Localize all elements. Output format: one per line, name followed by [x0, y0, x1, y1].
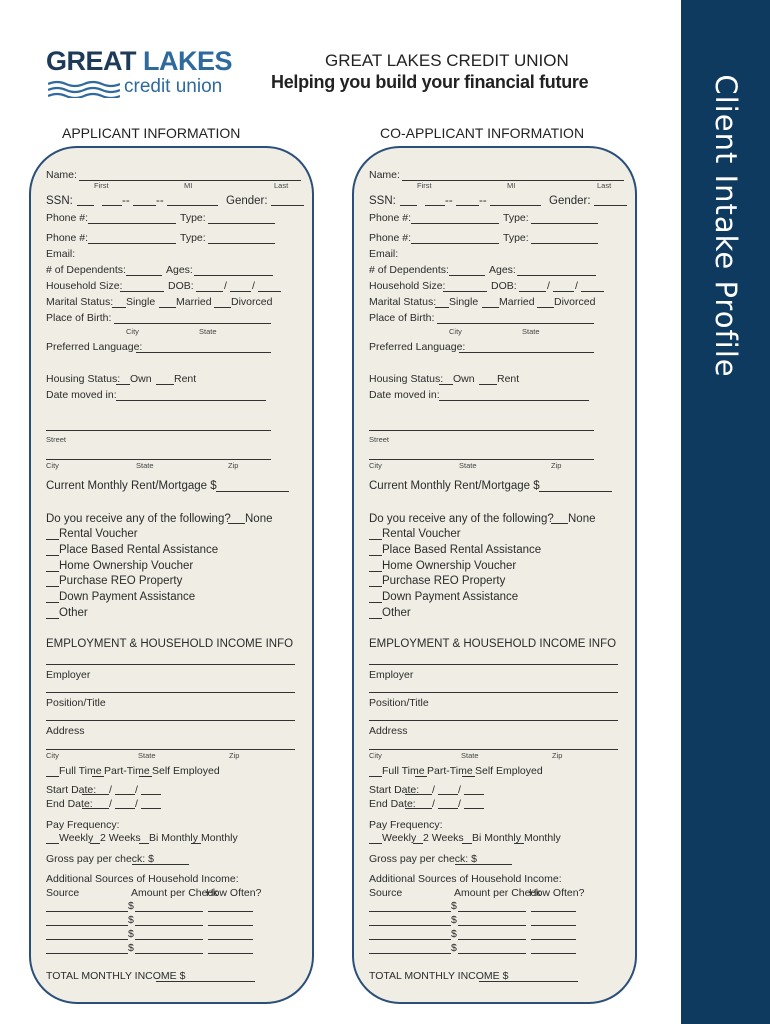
- amount-header: Amount per Check: [454, 887, 541, 899]
- housing-status-label: Housing Status:: [369, 373, 444, 385]
- end-year[interactable]: [141, 808, 161, 809]
- assistance-check[interactable]: [46, 539, 59, 540]
- start-month[interactable]: [405, 794, 432, 795]
- assistance-check[interactable]: [46, 602, 59, 603]
- how-often-input[interactable]: [208, 911, 253, 912]
- two-weeks-option: 2 Weeks: [423, 832, 464, 844]
- field-label: --: [445, 195, 453, 207]
- gender-label: Gender:: [226, 195, 268, 207]
- dollar-sign: $: [451, 914, 457, 926]
- phone-label: Phone #:: [369, 212, 412, 224]
- phone-input[interactable]: [411, 243, 499, 244]
- source-input[interactable]: [46, 911, 128, 912]
- dollar-sign: $: [451, 900, 457, 912]
- date-moved-input[interactable]: [439, 400, 589, 401]
- gender-input[interactable]: [271, 205, 304, 206]
- amount-input[interactable]: [458, 925, 526, 926]
- assistance-question: Do you receive any of the following?: [46, 513, 231, 525]
- bi-monthly-option: Bi Monthly: [472, 832, 522, 844]
- ages-label: Ages:: [489, 264, 516, 276]
- start-year[interactable]: [141, 794, 161, 795]
- mi-sublabel: MI: [184, 181, 193, 190]
- household-size-label: Household Size:: [46, 280, 123, 292]
- source-input[interactable]: [369, 925, 451, 926]
- field-label: --: [479, 195, 487, 207]
- city-sublabel: City: [126, 327, 139, 336]
- amount-input[interactable]: [135, 939, 203, 940]
- address-input[interactable]: [46, 720, 295, 721]
- assistance-option: Rental Voucher: [59, 528, 138, 540]
- dob-month[interactable]: [519, 291, 546, 292]
- total-income-input[interactable]: [156, 981, 255, 982]
- position-label: Position/Title: [369, 697, 429, 709]
- amount-input[interactable]: [135, 953, 203, 954]
- none-option: None: [245, 513, 273, 525]
- ages-label: Ages:: [166, 264, 193, 276]
- field-label: /: [458, 784, 461, 796]
- last-sublabel: Last: [597, 181, 612, 190]
- street-input[interactable]: [369, 430, 594, 431]
- amount-input[interactable]: [458, 939, 526, 940]
- ssn-part-3[interactable]: [133, 205, 156, 206]
- additional-income-label: Additional Sources of Household Income:: [369, 873, 562, 885]
- none-option: None: [568, 513, 596, 525]
- field-label: /: [135, 798, 138, 810]
- ages-input[interactable]: [194, 275, 273, 276]
- ssn-label: SSN:: [46, 195, 73, 207]
- divorced-option: Divorced: [231, 296, 273, 308]
- monthly-option: Monthly: [201, 832, 238, 844]
- assistance-option: Down Payment Assistance: [59, 591, 196, 604]
- source-input[interactable]: [369, 911, 451, 912]
- gender-label: Gender:: [549, 195, 591, 207]
- assistance-option: Place Based Rental Assistance: [382, 543, 542, 556]
- how-often-input[interactable]: [531, 925, 576, 926]
- position-input[interactable]: [369, 692, 618, 693]
- household-size-input[interactable]: [443, 291, 487, 292]
- end-month[interactable]: [82, 808, 109, 809]
- source-header: Source: [369, 887, 403, 899]
- logo-wordmark: [46, 46, 232, 77]
- dollar-sign: $: [128, 914, 134, 926]
- phone-input[interactable]: [88, 243, 176, 244]
- ssn-part-1[interactable]: [77, 205, 94, 206]
- end-date-label: End Date:: [369, 798, 416, 810]
- first-sublabel: First: [94, 181, 109, 190]
- logo-great: GREAT: [46, 46, 136, 76]
- source-input[interactable]: [46, 925, 128, 926]
- single-check[interactable]: [435, 307, 449, 308]
- gross-pay-label: Gross pay per check: $: [46, 853, 154, 865]
- amount-input[interactable]: [135, 911, 203, 912]
- self-employed-check[interactable]: [139, 776, 152, 777]
- assistance-check[interactable]: [46, 618, 59, 619]
- weekly-check[interactable]: [369, 843, 382, 844]
- sidebar-title: Client Intake Profile: [709, 74, 743, 378]
- logo-lakes: LAKES: [143, 46, 233, 76]
- logo-credit-union: credit union: [124, 76, 223, 97]
- how-often-input[interactable]: [531, 911, 576, 912]
- source-header: Source: [46, 887, 80, 899]
- single-option: Single: [126, 296, 156, 308]
- ssn-part-2[interactable]: [102, 205, 122, 206]
- field-label: /: [432, 784, 435, 796]
- zip-sublabel: Zip: [552, 751, 563, 760]
- dependents-input[interactable]: [449, 275, 485, 276]
- name-label: Name:: [369, 169, 400, 181]
- married-check[interactable]: [159, 307, 176, 308]
- dob-label: DOB:: [168, 280, 194, 292]
- street-sublabel: Street: [46, 435, 67, 444]
- employment-section-title: EMPLOYMENT & HOUSEHOLD INCOME INFO: [46, 638, 294, 650]
- full-time-option: Full Time: [59, 765, 102, 777]
- coapplicant-card: [352, 146, 637, 1004]
- gross-pay-input[interactable]: [455, 864, 512, 865]
- dob-year[interactable]: [581, 291, 604, 292]
- dollar-sign: $: [128, 900, 134, 912]
- marital-label: Marital Status:: [369, 296, 437, 308]
- dependents-label: # of Dependents:: [46, 264, 126, 276]
- end-day[interactable]: [115, 808, 135, 809]
- field-label: --: [122, 195, 130, 207]
- waves-icon: [48, 80, 120, 98]
- rent-option: Rent: [174, 373, 197, 385]
- own-option: Own: [130, 373, 152, 385]
- dollar-sign: $: [128, 942, 134, 954]
- ssn-part-4[interactable]: [490, 205, 541, 206]
- weekly-option: Weekly: [382, 832, 417, 844]
- dependents-label: # of Dependents:: [369, 264, 449, 276]
- bi-monthly-check[interactable]: [139, 843, 149, 844]
- rent-option: Rent: [497, 373, 520, 385]
- city-state-zip-input[interactable]: [46, 459, 271, 460]
- divorced-option: Divorced: [554, 296, 596, 308]
- two-weeks-check[interactable]: [413, 843, 423, 844]
- married-option: Married: [176, 296, 212, 308]
- place-of-birth-label: Place of Birth:: [46, 312, 112, 324]
- rent-mortgage-label: Current Monthly Rent/Mortgage $: [369, 480, 540, 492]
- assistance-option: Purchase REO Property: [382, 575, 506, 588]
- assistance-check[interactable]: [369, 586, 382, 587]
- field-label: --: [156, 195, 164, 207]
- field-label: /: [547, 280, 550, 292]
- place-of-birth-label: Place of Birth:: [369, 312, 435, 324]
- email-label: Email:: [369, 248, 399, 260]
- single-option: Single: [449, 296, 479, 308]
- part-time-check[interactable]: [92, 776, 104, 777]
- employer-input[interactable]: [46, 664, 295, 665]
- assistance-check[interactable]: [46, 571, 59, 572]
- housing-status-label: Housing Status:: [46, 373, 121, 385]
- additional-income-label: Additional Sources of Household Income:: [46, 873, 239, 885]
- ssn-part-4[interactable]: [167, 205, 218, 206]
- state-sublabel: State: [136, 461, 154, 470]
- street-sublabel: Street: [369, 435, 390, 444]
- last-sublabel: Last: [274, 181, 289, 190]
- part-time-option: Part-Time: [104, 765, 150, 777]
- assistance-option: Place Based Rental Assistance: [59, 543, 219, 556]
- city-sublabel: City: [449, 327, 462, 336]
- weekly-option: Weekly: [59, 832, 94, 844]
- place-of-birth-input[interactable]: [114, 323, 271, 324]
- weekly-check[interactable]: [46, 843, 59, 844]
- assistance-check[interactable]: [46, 555, 59, 556]
- type-label: Type:: [180, 212, 206, 224]
- monthly-option: Monthly: [524, 832, 561, 844]
- dollar-sign: $: [451, 942, 457, 954]
- gross-pay-label: Gross pay per check: $: [369, 853, 477, 865]
- phone-input[interactable]: [411, 223, 499, 224]
- how-often-input[interactable]: [531, 953, 576, 954]
- phone-label: Phone #:: [369, 232, 412, 244]
- dollar-sign: $: [451, 928, 457, 940]
- name-label: Name:: [46, 169, 77, 181]
- marital-label: Marital Status:: [46, 296, 114, 308]
- household-size-input[interactable]: [120, 291, 164, 292]
- start-date-label: Start Date:: [46, 784, 97, 796]
- type-input[interactable]: [208, 243, 275, 244]
- preferred-language-input[interactable]: [459, 352, 594, 353]
- end-month[interactable]: [405, 808, 432, 809]
- how-often-input[interactable]: [208, 953, 253, 954]
- own-check[interactable]: [439, 384, 453, 385]
- start-day[interactable]: [438, 794, 458, 795]
- pay-frequency-label: Pay Frequency:: [46, 819, 120, 831]
- city-state-zip-input[interactable]: [369, 749, 618, 750]
- self-employed-option: Self Employed: [475, 765, 543, 777]
- amount-input[interactable]: [135, 925, 203, 926]
- type-input[interactable]: [208, 223, 275, 224]
- amount-header: Amount per Check: [131, 887, 218, 899]
- type-input[interactable]: [531, 243, 598, 244]
- assistance-option: Rental Voucher: [382, 528, 461, 540]
- preferred-language-input[interactable]: [136, 352, 271, 353]
- divorced-check[interactable]: [537, 307, 554, 308]
- assistance-check[interactable]: [369, 555, 382, 556]
- dob-day[interactable]: [230, 291, 251, 292]
- first-sublabel: First: [417, 181, 432, 190]
- how-often-input[interactable]: [208, 925, 253, 926]
- bi-monthly-check[interactable]: [462, 843, 472, 844]
- applicant-card: [29, 146, 314, 1004]
- type-label: Type:: [503, 212, 529, 224]
- dollar-sign: $: [128, 928, 134, 940]
- married-check[interactable]: [482, 307, 499, 308]
- total-income-input[interactable]: [479, 981, 578, 982]
- zip-sublabel: Zip: [228, 461, 239, 470]
- type-label: Type:: [503, 232, 529, 244]
- applicant-section-title: APPLICANT INFORMATION: [62, 125, 241, 141]
- state-sublabel: State: [199, 327, 217, 336]
- rent-check[interactable]: [479, 384, 497, 385]
- amount-input[interactable]: [458, 911, 526, 912]
- single-check[interactable]: [112, 307, 126, 308]
- ssn-label: SSN:: [369, 195, 396, 207]
- part-time-check[interactable]: [415, 776, 427, 777]
- mi-sublabel: MI: [507, 181, 516, 190]
- self-employed-check[interactable]: [462, 776, 475, 777]
- state-sublabel: State: [138, 751, 156, 760]
- divorced-check[interactable]: [214, 307, 231, 308]
- two-weeks-option: 2 Weeks: [100, 832, 141, 844]
- state-sublabel: State: [522, 327, 540, 336]
- phone-label: Phone #:: [46, 232, 89, 244]
- dob-day[interactable]: [553, 291, 574, 292]
- preferred-language-label: Preferred Language:: [369, 341, 466, 353]
- assistance-question: Do you receive any of the following?: [369, 513, 554, 525]
- street-input[interactable]: [46, 430, 271, 431]
- part-time-option: Part-Time: [427, 765, 473, 777]
- married-option: Married: [499, 296, 535, 308]
- gender-input[interactable]: [594, 205, 627, 206]
- type-input[interactable]: [531, 223, 598, 224]
- date-moved-input[interactable]: [116, 400, 266, 401]
- how-often-header: How Often?: [206, 887, 262, 899]
- address-input[interactable]: [369, 720, 618, 721]
- city-sublabel: City: [369, 751, 382, 760]
- page-subtitle: Helping you build your financial future: [271, 72, 589, 92]
- assistance-check[interactable]: [369, 539, 382, 540]
- field-label: /: [575, 280, 578, 292]
- city-sublabel: City: [369, 461, 382, 470]
- rent-mortgage-input[interactable]: [539, 491, 612, 492]
- employer-input[interactable]: [369, 664, 618, 665]
- source-input[interactable]: [369, 953, 451, 954]
- field-label: /: [135, 784, 138, 796]
- address-label: Address: [369, 725, 408, 737]
- assistance-option: Other: [59, 607, 88, 619]
- place-of-birth-input[interactable]: [437, 323, 594, 324]
- start-day[interactable]: [115, 794, 135, 795]
- phone-input[interactable]: [88, 223, 176, 224]
- state-sublabel: State: [459, 461, 477, 470]
- assistance-check[interactable]: [46, 586, 59, 587]
- source-input[interactable]: [46, 939, 128, 940]
- preferred-language-label: Preferred Language:: [46, 341, 143, 353]
- ssn-part-1[interactable]: [400, 205, 417, 206]
- city-state-zip-input[interactable]: [369, 459, 594, 460]
- how-often-input[interactable]: [531, 939, 576, 940]
- address-label: Address: [46, 725, 85, 737]
- total-income-label: TOTAL MONTHLY INCOME $: [46, 970, 186, 982]
- ssn-part-3[interactable]: [456, 205, 479, 206]
- source-input[interactable]: [369, 939, 451, 940]
- dob-year[interactable]: [258, 291, 281, 292]
- field-label: /: [252, 280, 255, 292]
- state-sublabel: State: [461, 751, 479, 760]
- employer-label: Employer: [369, 669, 414, 681]
- dob-month[interactable]: [196, 291, 223, 292]
- city-state-zip-input[interactable]: [46, 749, 295, 750]
- field-label: /: [224, 280, 227, 292]
- full-time-check[interactable]: [369, 776, 382, 777]
- assistance-option: Home Ownership Voucher: [382, 559, 517, 572]
- phone-label: Phone #:: [46, 212, 89, 224]
- household-size-label: Household Size:: [369, 280, 446, 292]
- source-input[interactable]: [46, 953, 128, 954]
- employer-label: Employer: [46, 669, 91, 681]
- rent-check[interactable]: [156, 384, 174, 385]
- ssn-part-2[interactable]: [425, 205, 445, 206]
- rent-mortgage-input[interactable]: [216, 491, 289, 492]
- zip-sublabel: Zip: [551, 461, 562, 470]
- monthly-check[interactable]: [514, 843, 524, 844]
- end-day[interactable]: [438, 808, 458, 809]
- own-option: Own: [453, 373, 475, 385]
- assistance-check[interactable]: [369, 571, 382, 572]
- date-moved-label: Date moved in:: [46, 389, 117, 401]
- how-often-header: How Often?: [529, 887, 585, 899]
- position-input[interactable]: [46, 692, 295, 693]
- field-label: /: [458, 798, 461, 810]
- assistance-option: Other: [382, 607, 411, 619]
- start-month[interactable]: [82, 794, 109, 795]
- total-income-label: TOTAL MONTHLY INCOME $: [369, 970, 509, 982]
- gross-pay-input[interactable]: [132, 864, 189, 865]
- two-weeks-check[interactable]: [90, 843, 100, 844]
- assistance-option: Purchase REO Property: [59, 575, 183, 588]
- dob-label: DOB:: [491, 280, 517, 292]
- position-label: Position/Title: [46, 697, 106, 709]
- start-year[interactable]: [464, 794, 484, 795]
- none-check[interactable]: [228, 523, 245, 524]
- none-check[interactable]: [551, 523, 568, 524]
- rent-mortgage-label: Current Monthly Rent/Mortgage $: [46, 480, 217, 492]
- end-year[interactable]: [464, 808, 484, 809]
- bi-monthly-option: Bi Monthly: [149, 832, 199, 844]
- field-label: /: [109, 784, 112, 796]
- assistance-option: Home Ownership Voucher: [59, 559, 194, 572]
- own-check[interactable]: [116, 384, 130, 385]
- ages-input[interactable]: [517, 275, 596, 276]
- type-label: Type:: [180, 232, 206, 244]
- field-label: /: [109, 798, 112, 810]
- pay-frequency-label: Pay Frequency:: [369, 819, 443, 831]
- email-label: Email:: [46, 248, 76, 260]
- how-often-input[interactable]: [208, 939, 253, 940]
- coapplicant-section-title: CO-APPLICANT INFORMATION: [380, 125, 585, 141]
- full-time-option: Full Time: [382, 765, 425, 777]
- start-date-label: Start Date:: [369, 784, 420, 796]
- employment-section-title: EMPLOYMENT & HOUSEHOLD INCOME INFO: [369, 638, 617, 650]
- zip-sublabel: Zip: [229, 751, 240, 760]
- city-sublabel: City: [46, 751, 59, 760]
- assistance-option: Down Payment Assistance: [382, 591, 519, 604]
- end-date-label: End Date:: [46, 798, 93, 810]
- self-employed-option: Self Employed: [152, 765, 220, 777]
- monthly-check[interactable]: [191, 843, 201, 844]
- date-moved-label: Date moved in:: [369, 389, 440, 401]
- page-title: GREAT LAKES CREDIT UNION: [325, 51, 569, 70]
- field-label: /: [432, 798, 435, 810]
- logo: [46, 46, 236, 102]
- amount-input[interactable]: [458, 953, 526, 954]
- dependents-input[interactable]: [126, 275, 162, 276]
- city-sublabel: City: [46, 461, 59, 470]
- assistance-check[interactable]: [369, 602, 382, 603]
- assistance-check[interactable]: [369, 618, 382, 619]
- full-time-check[interactable]: [46, 776, 59, 777]
